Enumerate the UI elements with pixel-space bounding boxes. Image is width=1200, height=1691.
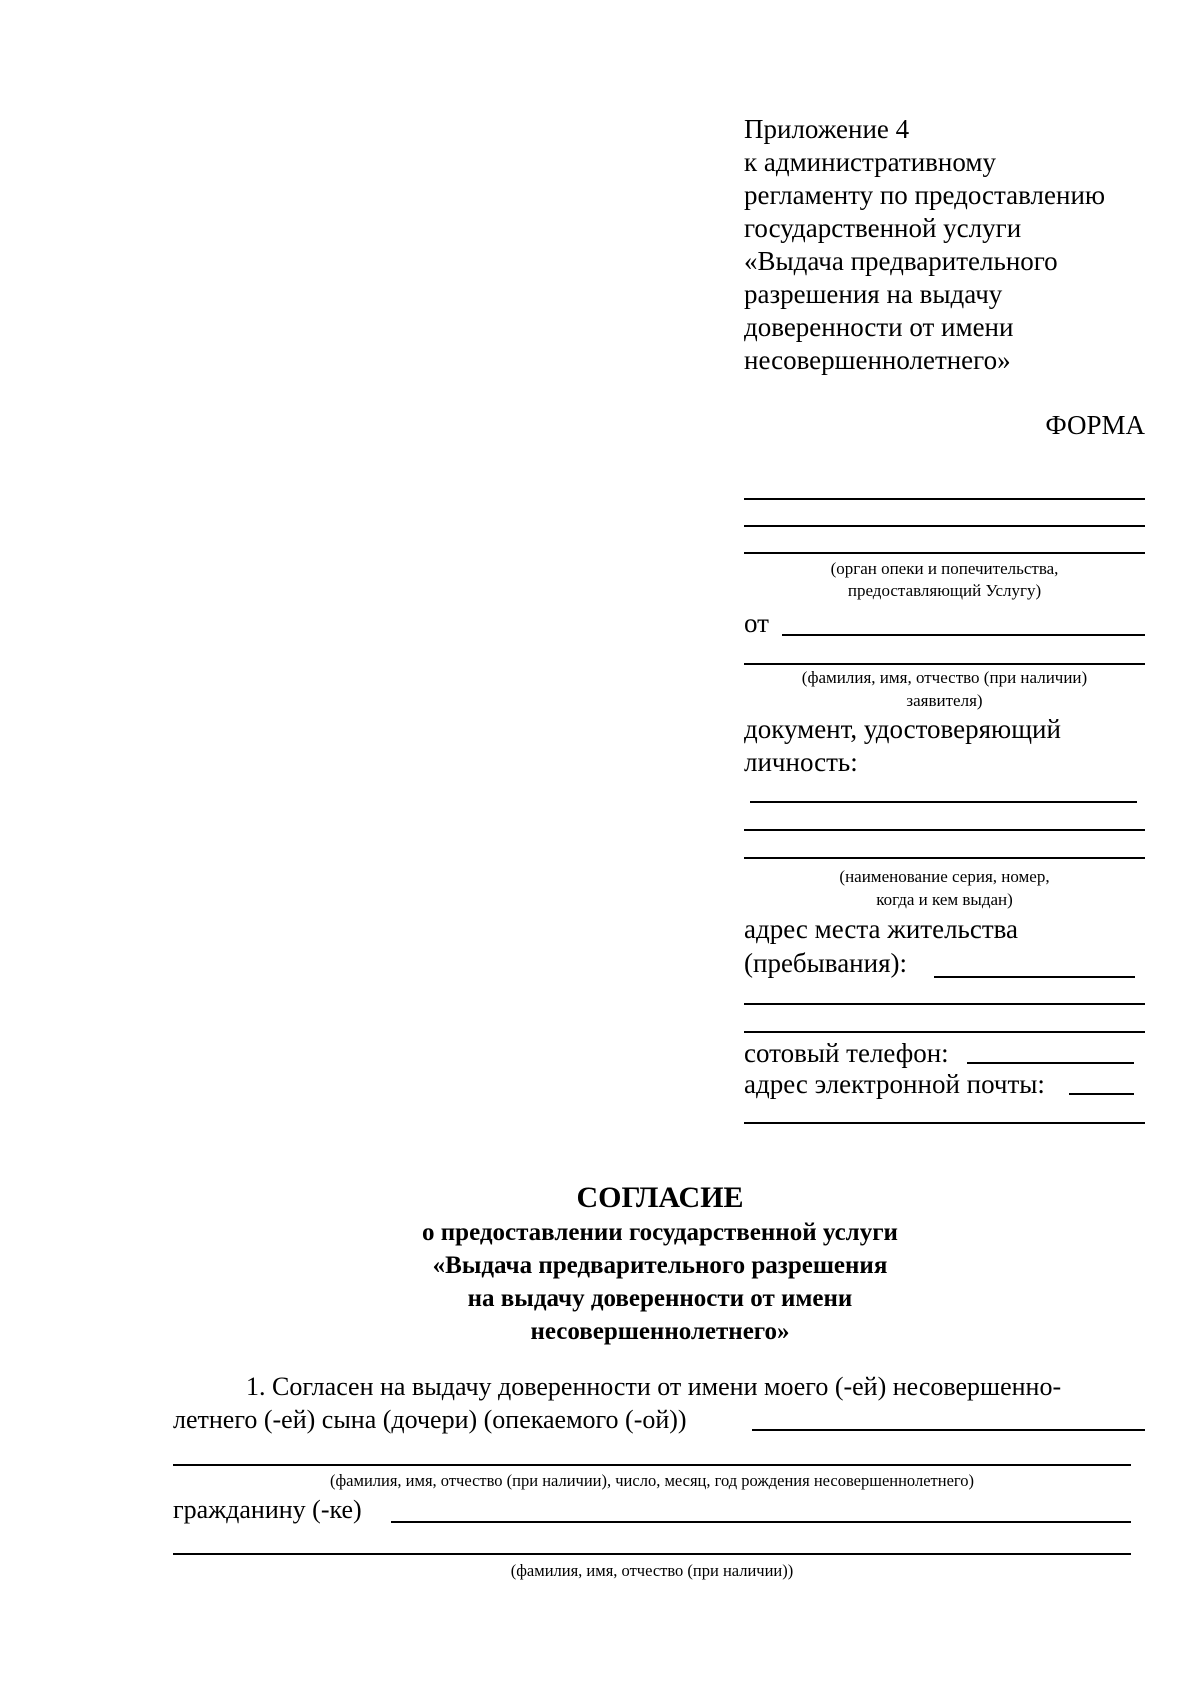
document-subtitle-line: на выдачу доверенности от имени xyxy=(467,1285,853,1312)
applicant-line-2[interactable] xyxy=(744,663,1145,665)
phone-label: сотовый телефон: xyxy=(744,1038,949,1068)
citizen-line-1[interactable] xyxy=(391,1521,1131,1523)
address-label-2: (пребывания): xyxy=(744,948,907,978)
citizen-line-2[interactable] xyxy=(173,1553,1131,1555)
authority-line-3[interactable] xyxy=(744,552,1145,554)
address-line-2[interactable] xyxy=(744,1003,1145,1005)
id-doc-line-1[interactable] xyxy=(750,801,1137,803)
document-subtitle-line: «Выдача предварительного разрешения xyxy=(432,1252,888,1279)
minor-name-line-2[interactable] xyxy=(173,1464,1131,1466)
from-label: от xyxy=(744,608,769,638)
authority-line-1[interactable] xyxy=(744,498,1145,500)
applicant-caption-1: (фамилия, имя, отчество (при наличии) xyxy=(801,668,1088,687)
appendix-line: «Выдача предварительного xyxy=(744,246,1058,276)
appendix-line: к административному xyxy=(744,147,996,177)
appendix-line: государственной услуги xyxy=(744,213,1022,243)
authority-caption-1: (орган опеки и попечительства, xyxy=(830,559,1059,578)
appendix-line: несовершеннолетнего» xyxy=(744,345,1011,375)
document-subtitle-line: о предоставлении государственной услуги xyxy=(422,1219,898,1246)
email-line-1[interactable] xyxy=(1069,1093,1134,1095)
minor-caption: (фамилия, имя, отчество (при наличии), число, месяц, год рождения несовершеннолетнего) xyxy=(330,1471,974,1490)
address-label-1: адрес места жительства xyxy=(744,914,1019,944)
address-line-1[interactable] xyxy=(934,976,1135,978)
authority-line-2[interactable] xyxy=(744,525,1145,527)
id-doc-caption-1: (наименование серия, номер, xyxy=(839,867,1050,886)
address-line-3[interactable] xyxy=(744,1031,1145,1033)
paragraph-1-line-1: 1. Согласен на выдачу доверенности от имени моего (-ей) несовершенно- xyxy=(246,1372,1062,1401)
email-line-2[interactable] xyxy=(744,1122,1145,1124)
minor-name-line-1[interactable] xyxy=(752,1429,1145,1431)
appendix-line: Приложение 4 xyxy=(744,114,910,144)
id-doc-caption-2: когда и кем выдан) xyxy=(876,890,1013,909)
document-subtitle-line: несовершеннолетнего» xyxy=(530,1318,790,1345)
appendix-line: доверенности от имени xyxy=(744,312,1014,342)
email-label: адрес электронной почты: xyxy=(744,1069,1045,1099)
phone-line[interactable] xyxy=(967,1062,1134,1064)
citizen-label: гражданину (-ке) xyxy=(173,1495,362,1524)
id-doc-label-2: личность: xyxy=(744,747,858,777)
id-doc-line-2[interactable] xyxy=(744,829,1145,831)
form-label: ФОРМА xyxy=(1045,410,1145,440)
appendix-line: разрешения на выдачу xyxy=(744,279,1003,309)
applicant-line-1[interactable] xyxy=(782,634,1145,636)
citizen-caption: (фамилия, имя, отчество (при наличии)) xyxy=(510,1561,794,1580)
applicant-caption-2: заявителя) xyxy=(906,691,983,710)
document-title: СОГЛАСИЕ xyxy=(576,1181,744,1214)
paragraph-1-line-2: летнего (-ей) сына (дочери) (опекаемого (-ой)) xyxy=(173,1405,687,1434)
id-doc-line-3[interactable] xyxy=(744,857,1145,859)
id-doc-label-1: документ, удостоверяющий xyxy=(744,714,1061,744)
authority-caption-2: предоставляющий Услугу) xyxy=(847,581,1042,600)
appendix-line: регламенту по предоставлению xyxy=(744,180,1106,210)
